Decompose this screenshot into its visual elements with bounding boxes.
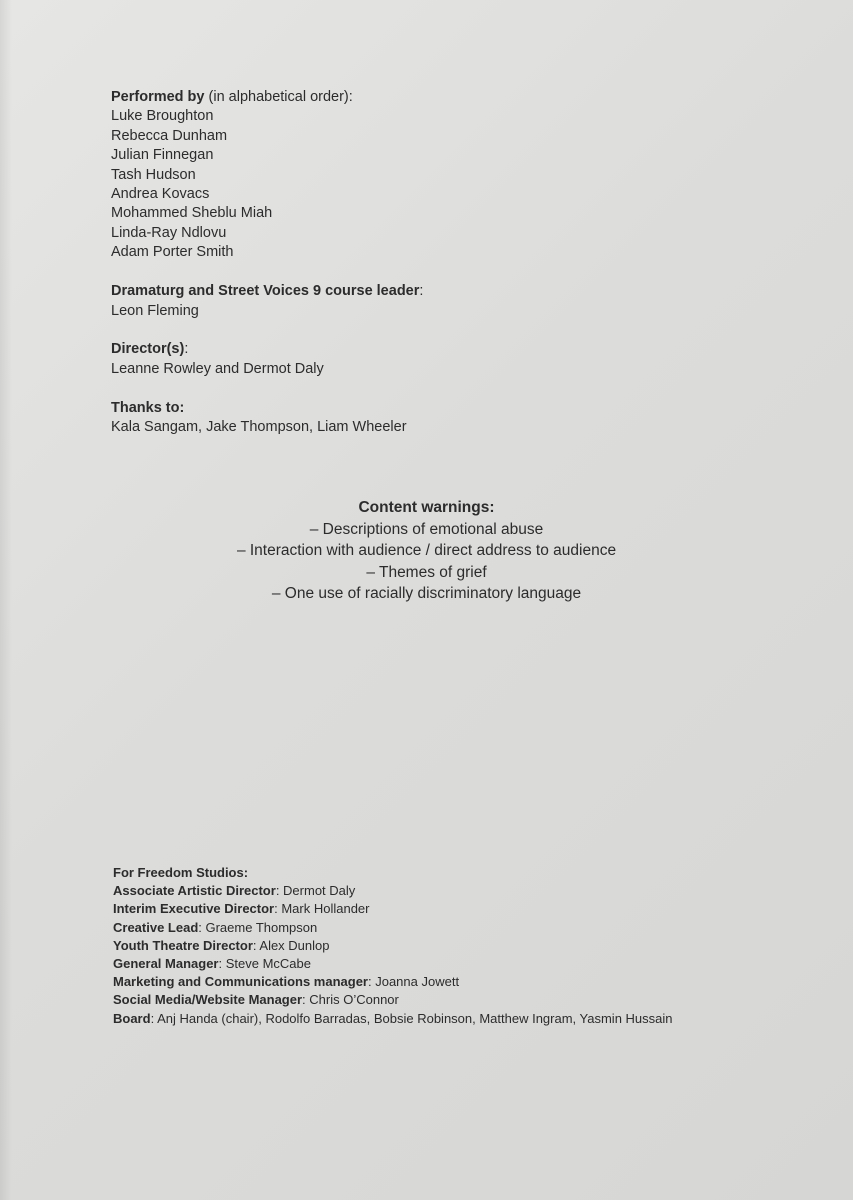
performer-name: Luke Broughton: [111, 108, 214, 125]
staff-row: [113, 900, 673, 918]
staff-role: Board: [113, 1010, 151, 1026]
staff-role: Youth Theatre Director: [113, 937, 253, 953]
dramaturg-heading-line: [111, 282, 423, 301]
directors-names: Leanne Rowley and Dermot Daly: [111, 360, 324, 377]
freedom-studios-section: [113, 864, 673, 1028]
directors-heading: Director(s): [111, 341, 185, 358]
staff-name: : Steve McCabe: [218, 956, 311, 972]
staff-name: : Graeme Thompson: [198, 919, 318, 935]
staff-role: Social Media/Website Manager: [113, 992, 303, 1008]
staff-row: [113, 955, 673, 973]
dramaturg-heading: Dramaturg and Street Voices 9 course leader: [111, 283, 420, 300]
content-warnings-section: [0, 497, 853, 605]
staff-name: : Dermot Daly: [275, 883, 356, 899]
staff-name: : Chris O’Connor: [302, 992, 399, 1008]
dramaturg-name: Leon Fleming: [111, 302, 199, 319]
directors-block: [111, 340, 423, 379]
thanks-block: [111, 399, 423, 438]
staff-name: : Alex Dunlop: [252, 937, 330, 953]
freedom-studios-heading: For Freedom Studios:: [113, 865, 249, 880]
content-warning-item: – Descriptions of emotional abuse: [309, 520, 544, 538]
staff-name: : Anj Handa (chair), Rodolfo Barradas, Bobsie Robinson, Matthew Ingram, Yasmin Hussain: [150, 1010, 673, 1026]
staff-role: Marketing and Communications manager: [113, 974, 368, 990]
staff-row: [113, 937, 673, 955]
dramaturg-block: [111, 282, 423, 321]
staff-row: [113, 882, 673, 900]
performers-note: (in alphabetical order):: [204, 89, 353, 105]
performer-name: Adam Porter Smith: [111, 244, 234, 261]
performers-heading: Performed by: [111, 89, 205, 105]
credits-section: [111, 88, 423, 457]
content-warning-item: – Themes of grief: [366, 563, 487, 581]
staff-role: Associate Artistic Director: [113, 883, 276, 899]
performers-block: [111, 88, 423, 263]
directors-heading-line: [111, 340, 423, 359]
staff-row: [113, 919, 673, 937]
staff-row: [113, 973, 673, 991]
performer-name: Tash Hudson: [111, 166, 196, 183]
staff-name: : Joanna Jowett: [368, 974, 460, 990]
content-warning-item: – Interaction with audience / direct address to audience: [236, 542, 617, 559]
dramaturg-colon: :: [419, 283, 424, 300]
staff-name: : Mark Hollander: [274, 901, 370, 917]
performer-name: Andrea Kovacs: [111, 186, 210, 203]
performers-heading-line: [111, 88, 423, 107]
staff-role: Creative Lead: [113, 919, 199, 935]
directors-colon: :: [184, 341, 189, 358]
performer-name: Linda-Ray Ndlovu: [111, 224, 227, 241]
performer-name: Julian Finnegan: [111, 147, 214, 164]
performer-name: Mohammed Sheblu Miah: [111, 205, 273, 222]
performer-name: Rebecca Dunham: [111, 127, 228, 144]
staff-row: [113, 991, 673, 1009]
staff-role: Interim Executive Director: [113, 901, 275, 917]
content-warnings-heading: Content warnings:: [358, 499, 495, 516]
thanks-heading: Thanks to:: [111, 399, 185, 416]
staff-row: [113, 1010, 673, 1028]
content-warning-item: – One use of racially discriminatory language: [271, 585, 582, 602]
staff-role: General Manager: [113, 956, 219, 972]
thanks-names: Kala Sangam, Jake Thompson, Liam Wheeler: [111, 419, 407, 436]
